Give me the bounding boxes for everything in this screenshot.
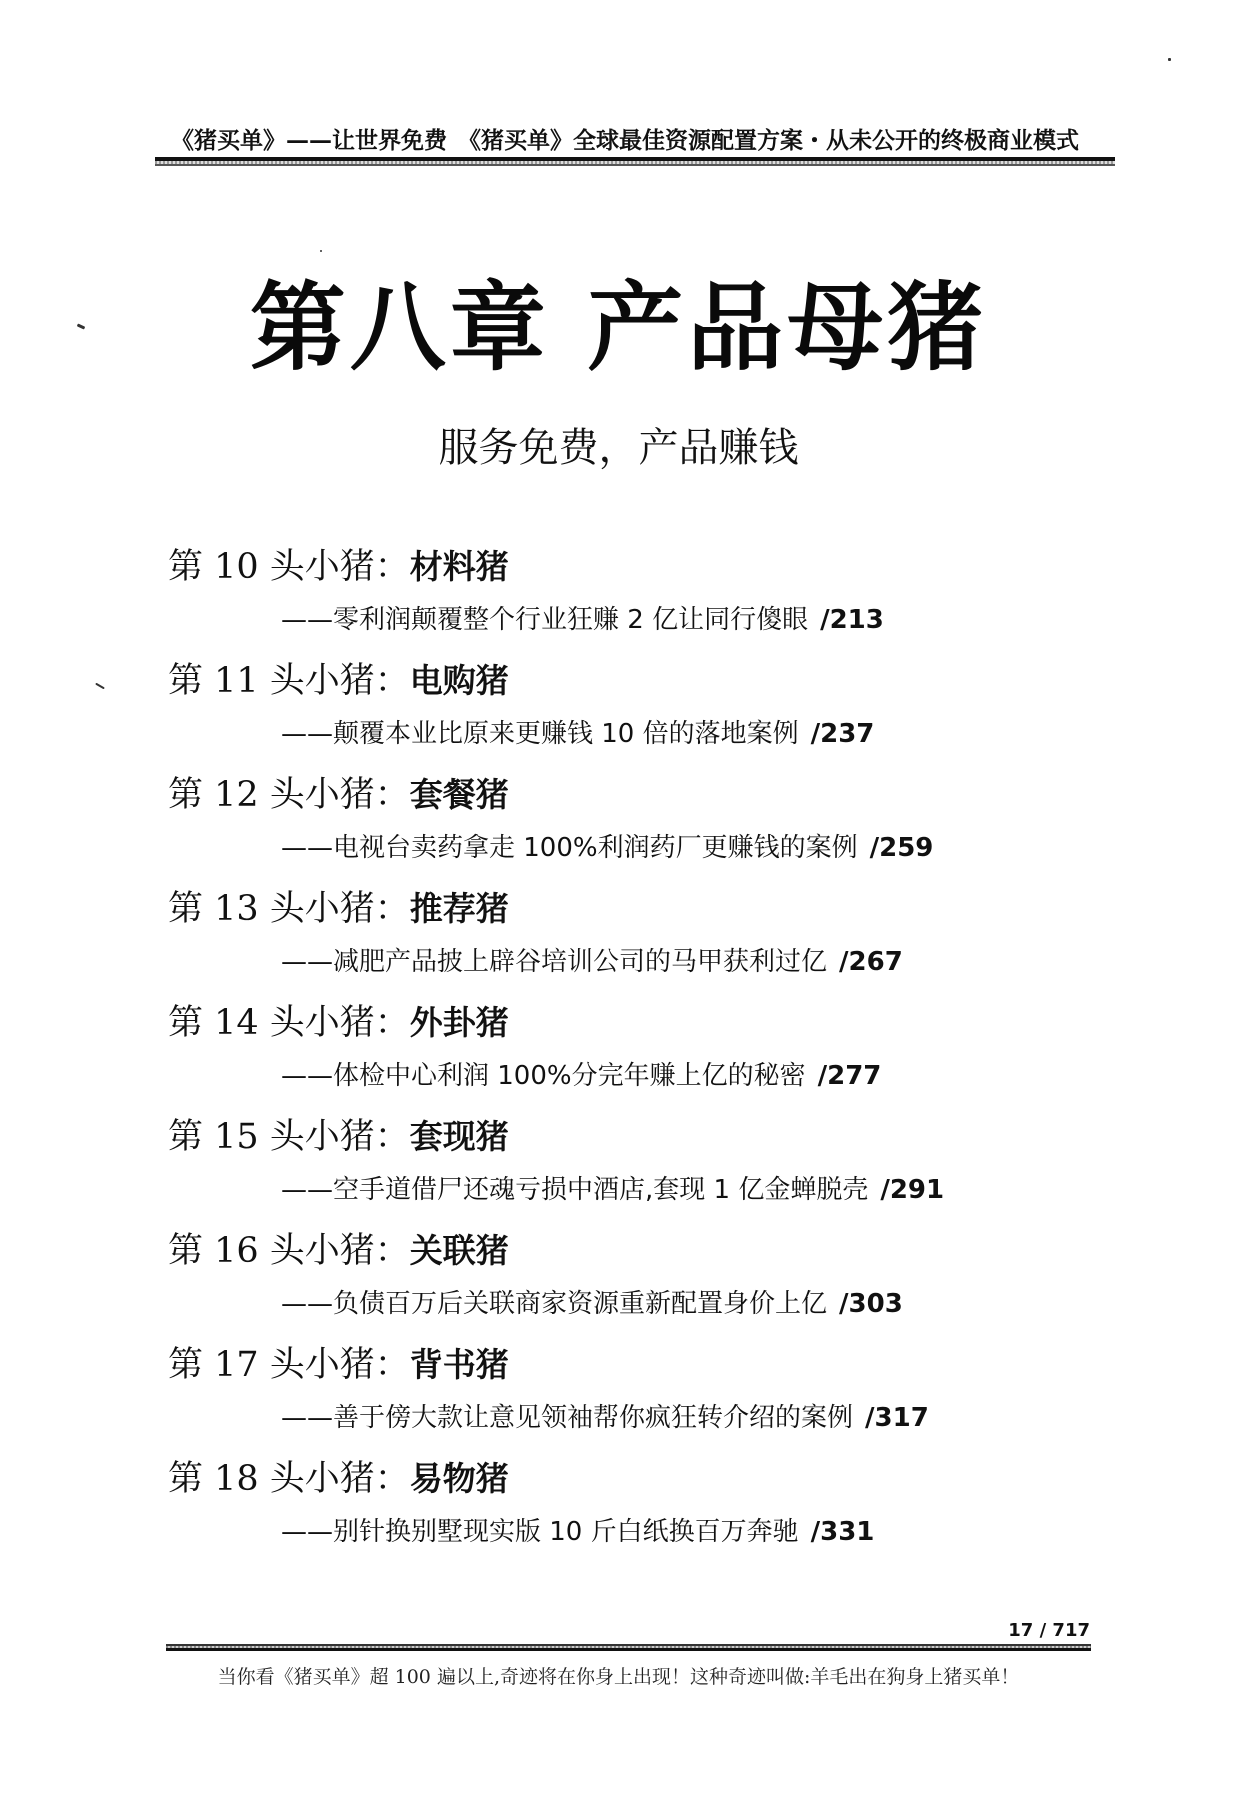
toc-entry-name: 背书猪 [409, 1345, 509, 1384]
toc-entry-page: /259 [869, 833, 934, 863]
toc-entry [168, 773, 1068, 887]
toc-entry [168, 887, 1068, 1001]
header-right-text: 《猪买单》全球最佳资源配置方案・从未公开的终极商业模式 [458, 127, 1079, 154]
toc-entry-page: /317 [865, 1403, 929, 1433]
toc-entry-heading [168, 1115, 509, 1159]
scan-speck [95, 683, 105, 690]
toc-entry-heading [168, 1229, 509, 1273]
table-of-contents [168, 545, 1068, 1571]
toc-entry-heading [168, 659, 509, 703]
toc-entry-label: 第 11 头小猪： [168, 661, 410, 701]
toc-entry [168, 1343, 1068, 1457]
toc-entry-name: 电购猪 [409, 661, 509, 700]
toc-entry-heading [168, 1343, 509, 1387]
toc-entry-desc-text: ——别针换别墅现实版 10 斤白纸换百万奔驰 [281, 1517, 799, 1547]
page-footer: 当你看《猪买单》超 100 遍以上,奇迹将在你身上出现！这种奇迹叫做:羊毛出在狗身上猪买单！ [217, 1666, 1020, 1688]
toc-entry-name: 套现猪 [409, 1117, 509, 1156]
toc-entry-page: /291 [880, 1175, 945, 1205]
toc-entry-description [281, 830, 933, 866]
toc-entry-description [281, 1058, 881, 1094]
toc-entry-description [281, 602, 884, 638]
toc-entry-label: 第 13 头小猪： [168, 889, 410, 929]
toc-entry-description [281, 716, 874, 752]
toc-entry [168, 1457, 1068, 1571]
scan-speck [1168, 58, 1171, 61]
toc-entry-heading [168, 1001, 509, 1045]
toc-entry-name: 推荐猪 [409, 889, 509, 928]
toc-entry-description [281, 1286, 903, 1322]
toc-entry-desc-text: ——减肥产品披上辟谷培训公司的马甲获利过亿 [281, 947, 828, 977]
toc-entry-label: 第 18 头小猪： [168, 1459, 410, 1499]
toc-entry-label: 第 17 头小猪： [168, 1345, 410, 1385]
page-header [155, 122, 1115, 152]
toc-entry-label: 第 14 头小猪： [168, 1003, 410, 1043]
toc-entry-heading [168, 887, 509, 931]
toc-entry-desc-text: ——负债百万后关联商家资源重新配置身价上亿 [281, 1289, 828, 1319]
toc-entry-desc-text: ——颠覆本业比原来更赚钱 10 倍的落地案例 [281, 719, 799, 749]
toc-entry-description [281, 1400, 929, 1436]
toc-entry [168, 1115, 1068, 1229]
header-rule [155, 157, 1115, 166]
chapter-title: 第八章 产品母猪 [249, 272, 988, 384]
toc-entry-name: 套餐猪 [409, 775, 509, 814]
toc-entry [168, 1001, 1068, 1115]
page-number: 17 / 717 [1008, 1620, 1090, 1641]
toc-entry [168, 659, 1068, 773]
toc-entry-description [281, 944, 903, 980]
toc-entry [168, 545, 1068, 659]
footer-rule [166, 1644, 1091, 1651]
chapter-subtitle: 服务免费，产品赚钱 [438, 425, 799, 471]
toc-entry-label: 第 16 头小猪： [168, 1231, 410, 1271]
toc-entry-heading [168, 773, 509, 817]
toc-entry-page: /267 [839, 947, 903, 977]
toc-entry-desc-text: ——空手道借尸还魂亏损中酒店,套现 1 亿金蝉脱壳 [281, 1175, 869, 1205]
toc-entry-desc-text: ——零利润颠覆整个行业狂赚 2 亿让同行傻眼 [281, 605, 809, 635]
toc-entry-desc-text: ——电视台卖药拿走 100%利润药厂更赚钱的案例 [281, 833, 858, 863]
toc-entry-description [281, 1172, 944, 1208]
header-left-text: 《猪买单》——让世界免费 [171, 127, 447, 154]
toc-entry-heading [168, 545, 509, 589]
toc-entry-page: /331 [810, 1517, 875, 1547]
toc-entry-label: 第 12 头小猪： [168, 775, 410, 815]
toc-entry-label: 第 15 头小猪： [168, 1117, 410, 1157]
toc-entry-page: /277 [817, 1061, 882, 1091]
toc-entry-page: /237 [810, 719, 875, 749]
toc-entry-page: /303 [839, 1289, 903, 1319]
toc-entry-description [281, 1514, 874, 1550]
toc-entry-desc-text: ——善于傍大款让意见领袖帮你疯狂转介绍的案例 [281, 1403, 854, 1433]
toc-entry-name: 关联猪 [409, 1231, 509, 1270]
toc-entry-name: 易物猪 [409, 1459, 509, 1498]
scan-speck [320, 250, 322, 252]
toc-entry-label: 第 10 头小猪： [168, 547, 410, 587]
toc-entry-page: /213 [820, 605, 884, 635]
toc-entry-name: 材料猪 [409, 547, 509, 586]
toc-entry [168, 1229, 1068, 1343]
toc-entry-name: 外卦猪 [409, 1003, 509, 1042]
toc-entry-desc-text: ——体检中心利润 100%分完年赚上亿的秘密 [281, 1061, 806, 1091]
toc-entry-heading [168, 1457, 509, 1501]
